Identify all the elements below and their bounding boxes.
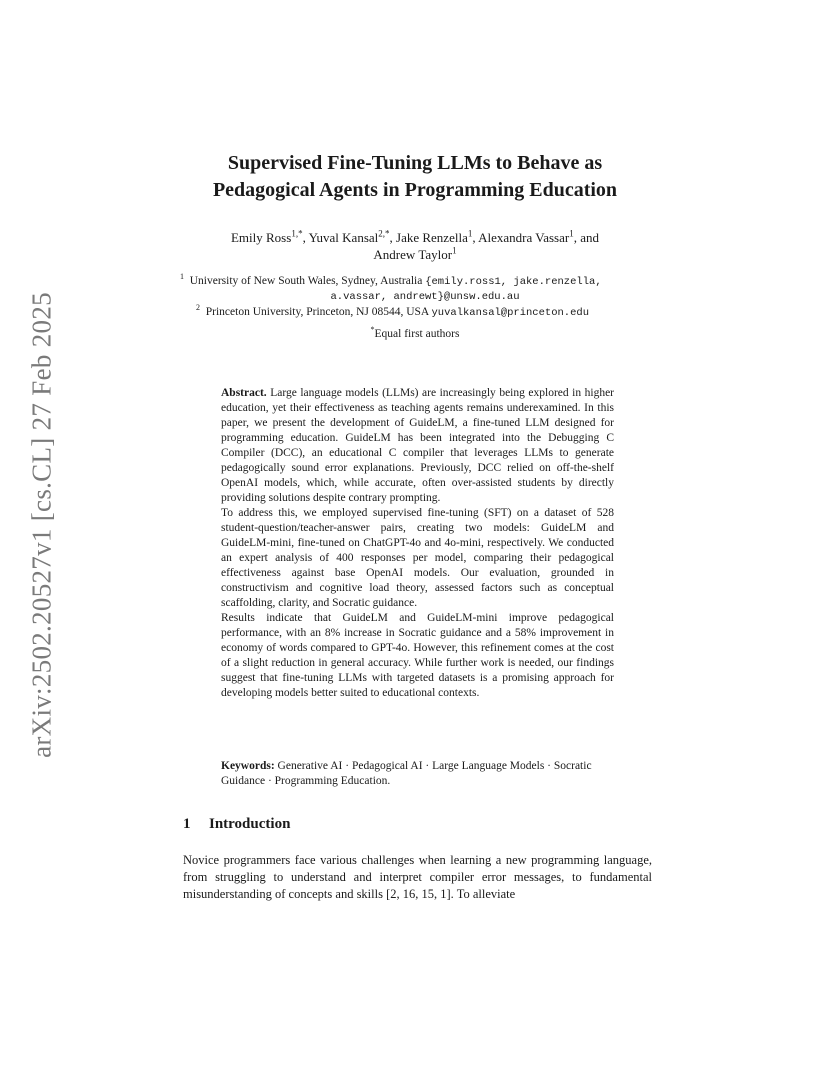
keywords bbox=[221, 759, 614, 789]
affiliation-1 bbox=[180, 274, 658, 305]
equal-contribution-text: Equal first authors bbox=[374, 328, 460, 340]
author-affiliation-mark: 1,* bbox=[291, 228, 303, 239]
author-line-1 bbox=[180, 229, 650, 246]
author-name: Emily Ross bbox=[230, 230, 292, 245]
author-name: , Alexandra Vassar bbox=[472, 230, 570, 245]
keywords-text: Generative AI · Pedagogical AI · Large Language Models · Socratic Guidance · Programming Education. bbox=[221, 760, 592, 787]
author-name: , Yuval Kansal bbox=[302, 230, 379, 245]
section-heading-introduction bbox=[183, 816, 290, 833]
arxiv-identifier: arXiv:2502.20527v1 [cs.CL] 27 Feb 2025 bbox=[26, 292, 57, 758]
title-line-2: Pedagogical Agents in Programming Education bbox=[212, 179, 618, 201]
abstract-label: Abstract. bbox=[221, 387, 267, 399]
affiliation-email: yuvalkansal@princeton.edu bbox=[431, 307, 590, 319]
paper-title bbox=[150, 150, 680, 204]
author-conjunction: , and bbox=[573, 230, 599, 245]
section-title: Introduction bbox=[209, 816, 291, 832]
equal-contribution-mark: * bbox=[370, 325, 375, 335]
affiliation-number: 1 bbox=[180, 272, 184, 282]
author-line-2 bbox=[180, 246, 650, 263]
affiliation-institution: University of New South Wales, Sydney, Australia bbox=[189, 275, 423, 287]
affiliation-email: {emily.ross1, jake.renzella, bbox=[425, 276, 602, 288]
abstract-paragraph-2: To address this, we employed supervised fine-tuning (SFT) on a dataset of 528 student-question/teacher-answer pairs, creating two models: GuideLM and GuideLM-mini, fine-tuned on ChatGPT-4o and 4o-mini, respectively. We conducted an expert analysis of 400 responses per model, comparing their pedagogical effectiveness against base OpenAI models. Our evaluation, grounded in constructivism and cognitive load theory, assessed factors such as conceptual scaffolding, clarity, and Socratic guidance. bbox=[221, 507, 614, 609]
author-name: , Jake Renzella bbox=[389, 230, 468, 245]
author-affiliation-mark: 1 bbox=[569, 228, 574, 239]
introduction-paragraph: Novice programmers face various challenges when learning a new programming language, from struggling to understand and interpret compiler error messages, to fundamental misunderstanding of concepts and skills [2, 16, 15, 1]. To alleviate bbox=[183, 853, 652, 901]
arxiv-sidebar bbox=[22, 290, 62, 760]
affiliation-2 bbox=[196, 305, 674, 321]
author-list bbox=[180, 229, 650, 263]
author-affiliation-mark: 1 bbox=[467, 228, 473, 239]
affiliation-institution: Princeton University, Princeton, NJ 08544, USA bbox=[205, 306, 429, 318]
section-number: 1 bbox=[183, 816, 191, 832]
affiliation-email-continued: a.vassar, andrewt}@unsw.edu.au bbox=[330, 291, 520, 303]
keywords-label: Keywords: bbox=[221, 760, 275, 772]
abstract bbox=[221, 386, 614, 701]
abstract-paragraph-3: Results indicate that GuideLM and GuideLM-mini improve pedagogical performance, with an 8% increase in Socratic guidance and a 58% improvement in economy of words compared to GPT-4o. However, this refinement comes at the cost of a slight reduction in general accuracy. While further work is needed, our findings suggest that fine-tuning LLMs with targeted datasets is a promising approach for developing models better suited to educational contexts. bbox=[221, 612, 614, 699]
abstract-text: Large language models (LLMs) are increasingly being explored in higher education, yet their effectiveness as teaching agents remains underexamined. In this paper, we present the development of GuideLM, a fine-tuned LLM designed for programming education. GuideLM has been integrated into the Debugging C Compiler (DCC), an educational C compiler that leverages LLMs to generate pedagogically sound error explanations. Previously, DCC relied on off-the-shelf OpenAI models, which, while accurate, often over-assisted students by directly providing solutions despite contrary prompting. bbox=[221, 387, 615, 504]
introduction-body bbox=[183, 852, 652, 903]
author-affiliation-mark: 2,* bbox=[378, 228, 390, 239]
title-line-1: Supervised Fine-Tuning LLMs to Behave as bbox=[227, 152, 603, 174]
author-affiliation-mark: 1 bbox=[452, 245, 457, 256]
equal-contribution-note bbox=[300, 325, 530, 340]
affiliation-number: 2 bbox=[196, 303, 200, 313]
author-name: Andrew Taylor bbox=[373, 247, 453, 262]
abstract-paragraph-1 bbox=[221, 386, 614, 506]
